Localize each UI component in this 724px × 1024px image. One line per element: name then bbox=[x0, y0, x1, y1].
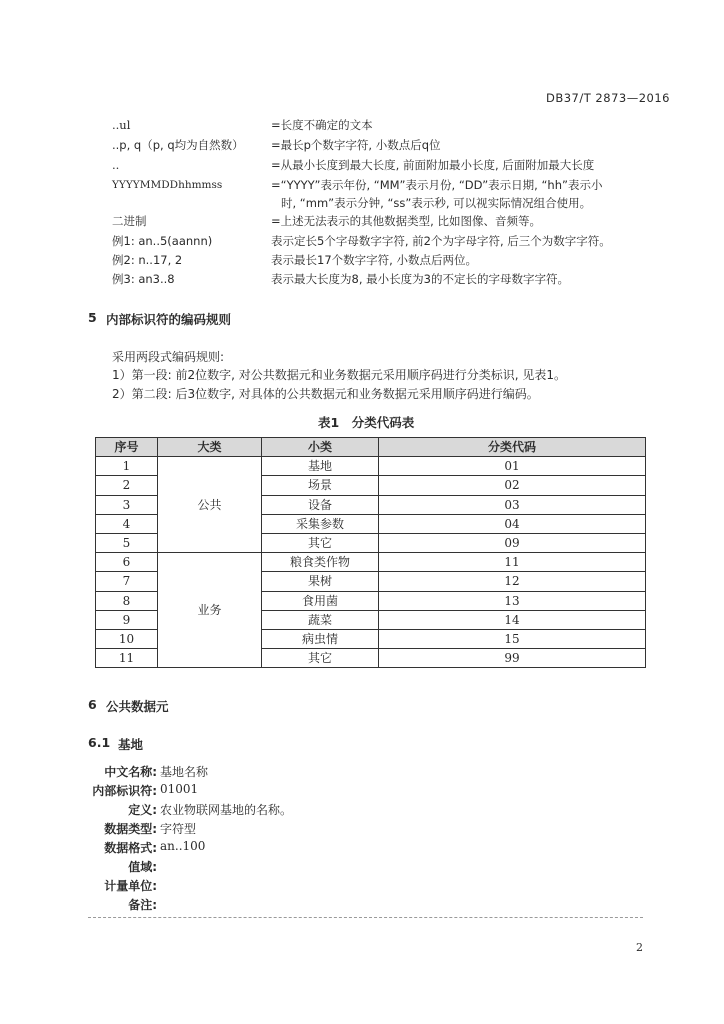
format-desc: =上述无法表示的其他数据类型, 比如图像、音频等。 bbox=[271, 214, 541, 228]
cell-seq: 8 bbox=[96, 591, 158, 610]
format-code: ..p, q（p, q均为自然数） bbox=[112, 138, 244, 152]
element-label-value-range: 值域: bbox=[128, 860, 157, 874]
cell-subcategory: 食用菌 bbox=[262, 591, 379, 610]
cell-code: 15 bbox=[379, 629, 646, 648]
cell-subcategory: 采集参数 bbox=[262, 514, 379, 533]
cell-seq: 2 bbox=[96, 476, 158, 495]
section-5-title: 内部标识符的编码规则 bbox=[106, 312, 232, 327]
table-caption: 表1 分类代码表 bbox=[318, 415, 415, 430]
format-example: 例1: an..5(aannn) bbox=[112, 234, 213, 248]
header-seq: 序号 bbox=[96, 438, 158, 457]
element-value-chinese-name: 基地名称 bbox=[160, 765, 209, 779]
cell-seq: 6 bbox=[96, 553, 158, 572]
cell-seq: 10 bbox=[96, 629, 158, 648]
header-code: 分类代码 bbox=[379, 438, 646, 457]
format-code: .. bbox=[112, 158, 120, 172]
element-value-definition: 农业物联网基地的名称。 bbox=[160, 803, 293, 817]
element-value-data-format: an..100 bbox=[160, 839, 206, 853]
cell-code: 02 bbox=[379, 476, 646, 495]
cell-subcategory: 设备 bbox=[262, 495, 379, 514]
element-value-data-type: 字符型 bbox=[160, 822, 197, 836]
cell-seq: 11 bbox=[96, 649, 158, 668]
cell-code: 13 bbox=[379, 591, 646, 610]
page-number: 2 bbox=[636, 941, 643, 954]
document-number: DB37/T 2873—2016 bbox=[546, 91, 670, 105]
cell-subcategory: 蔬菜 bbox=[262, 610, 379, 629]
cell-subcategory: 其它 bbox=[262, 533, 379, 552]
section-6-number: 6 bbox=[88, 697, 97, 712]
cell-seq: 9 bbox=[96, 610, 158, 629]
cell-code: 14 bbox=[379, 610, 646, 629]
cell-code: 04 bbox=[379, 514, 646, 533]
cell-seq: 4 bbox=[96, 514, 158, 533]
element-label-remark: 备注: bbox=[128, 898, 157, 912]
format-example: 例2: n..17, 2 bbox=[112, 253, 183, 267]
element-label-unit: 计量单位: bbox=[104, 879, 157, 893]
classification-code-table bbox=[95, 437, 646, 668]
format-code: 二进制 bbox=[112, 214, 147, 228]
element-label-data-type: 数据类型: bbox=[104, 822, 157, 836]
cell-subcategory: 粮食类作物 bbox=[262, 553, 379, 572]
table-header-row bbox=[96, 438, 646, 457]
format-desc: =最长p个数字字符, 小数点后q位 bbox=[271, 138, 441, 152]
section-6-1-title: 基地 bbox=[118, 737, 144, 752]
table-row bbox=[96, 553, 646, 572]
format-desc-continued: 时, “mm”表示分钟, “ss”表示秒, 可以视实际情况组合使用。 bbox=[281, 196, 592, 210]
cell-seq: 3 bbox=[96, 495, 158, 514]
header-subcategory: 小类 bbox=[262, 438, 379, 457]
format-example: 例3: an3..8 bbox=[112, 272, 175, 286]
section-6-1-number: 6.1 bbox=[88, 735, 111, 750]
section-5-item-1: 1）第一段: 前2位数字, 对公共数据元和业务数据元采用顺序码进行分类标识, 见表1。 bbox=[112, 368, 567, 382]
cell-category-business: 业务 bbox=[158, 553, 262, 668]
cell-code: 03 bbox=[379, 495, 646, 514]
cell-code: 11 bbox=[379, 553, 646, 572]
element-label-chinese-name: 中文名称: bbox=[104, 765, 157, 779]
cell-code: 09 bbox=[379, 533, 646, 552]
cell-subcategory: 其它 bbox=[262, 649, 379, 668]
cell-subcategory: 病虫情 bbox=[262, 629, 379, 648]
cell-seq: 5 bbox=[96, 533, 158, 552]
element-value-internal-id: 01001 bbox=[160, 782, 199, 796]
header-category: 大类 bbox=[158, 438, 262, 457]
section-5-intro: 采用两段式编码规则: bbox=[112, 350, 225, 364]
cell-subcategory: 果树 bbox=[262, 572, 379, 591]
format-code: ..ul bbox=[112, 118, 131, 132]
format-desc: 表示定长5个字母数字字符, 前2个为字母字符, 后三个为数字字符。 bbox=[271, 234, 611, 248]
cell-category-public: 公共 bbox=[158, 457, 262, 553]
format-desc: 表示最长17个数字字符, 小数点后两位。 bbox=[271, 253, 477, 267]
cell-code: 01 bbox=[379, 457, 646, 476]
format-desc: =从最小长度到最大长度, 前面附加最小长度, 后面附加最大长度 bbox=[271, 158, 595, 172]
section-5-number: 5 bbox=[88, 310, 97, 325]
table-row bbox=[96, 457, 646, 476]
format-code: YYYYMMDDhhmmss bbox=[112, 179, 223, 191]
cell-seq: 1 bbox=[96, 457, 158, 476]
cell-subcategory: 基地 bbox=[262, 457, 379, 476]
page-divider bbox=[88, 917, 643, 918]
element-label-data-format: 数据格式: bbox=[104, 841, 157, 855]
cell-subcategory: 场景 bbox=[262, 476, 379, 495]
element-label-internal-id: 内部标识符: bbox=[92, 784, 157, 798]
cell-code: 12 bbox=[379, 572, 646, 591]
format-desc: =“YYYY”表示年份, “MM”表示月份, “DD”表示日期, “hh”表示小 bbox=[271, 178, 603, 192]
format-desc: =长度不确定的文本 bbox=[271, 118, 373, 132]
cell-seq: 7 bbox=[96, 572, 158, 591]
section-6-title: 公共数据元 bbox=[106, 699, 169, 714]
element-label-definition: 定义: bbox=[128, 803, 157, 817]
cell-code: 99 bbox=[379, 649, 646, 668]
format-desc: 表示最大长度为8, 最小长度为3的不定长的字母数字字符。 bbox=[271, 272, 569, 286]
section-5-item-2: 2）第二段: 后3位数字, 对具体的公共数据元和业务数据元采用顺序码进行编码。 bbox=[112, 387, 539, 401]
